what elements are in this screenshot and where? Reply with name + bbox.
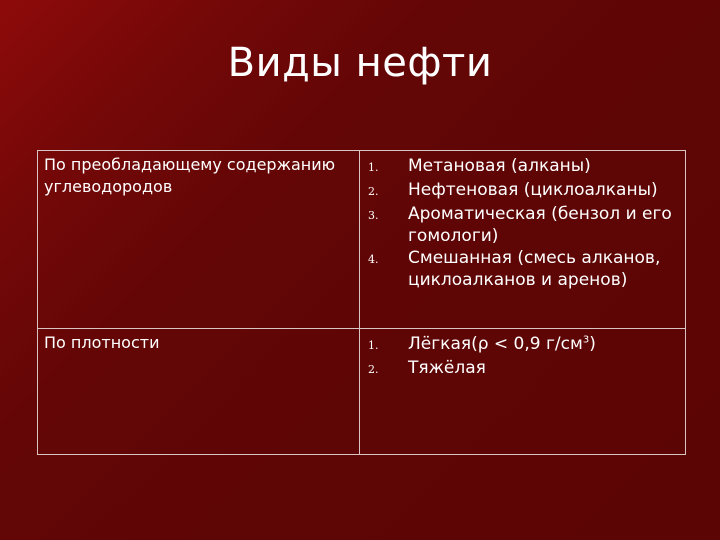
density-text: Лёгкая(ρ < 0,9 г/см [408,334,583,354]
superscript: 3 [582,334,590,346]
list-text [408,333,596,355]
list-item [368,155,685,179]
list-text: Ароматическая (бензол и его гомологи) [408,204,672,246]
category-cell: По плотности [38,329,360,455]
table-row [38,329,686,455]
types-list [368,155,685,291]
list-item [368,179,685,203]
list-item [368,247,685,291]
list-text: Метановая (алканы) [408,156,591,176]
category-cell: По преобладающему содержанию углеводородов [38,151,360,329]
list-number: 1. [368,161,379,174]
slide-title: Виды нефти [227,40,493,86]
types-cell [360,329,686,455]
density-text-end: ) [589,334,596,354]
list-item [368,203,685,247]
list-text: Тяжёлая [408,358,486,378]
list-number: 4. [368,253,379,266]
list-number: 3. [368,209,379,222]
oil-types-table [37,150,686,455]
types-cell [360,151,686,329]
list-text: Нефтеновая (циклоалканы) [408,180,658,200]
list-item [368,357,685,381]
types-list [368,333,685,381]
list-number: 2. [368,363,379,376]
table-row [38,151,686,329]
list-item [368,333,685,357]
list-number: 1. [368,339,379,352]
list-number: 2. [368,185,379,198]
list-text: Смешанная (смесь алканов, циклоалканов и аренов) [408,248,661,290]
